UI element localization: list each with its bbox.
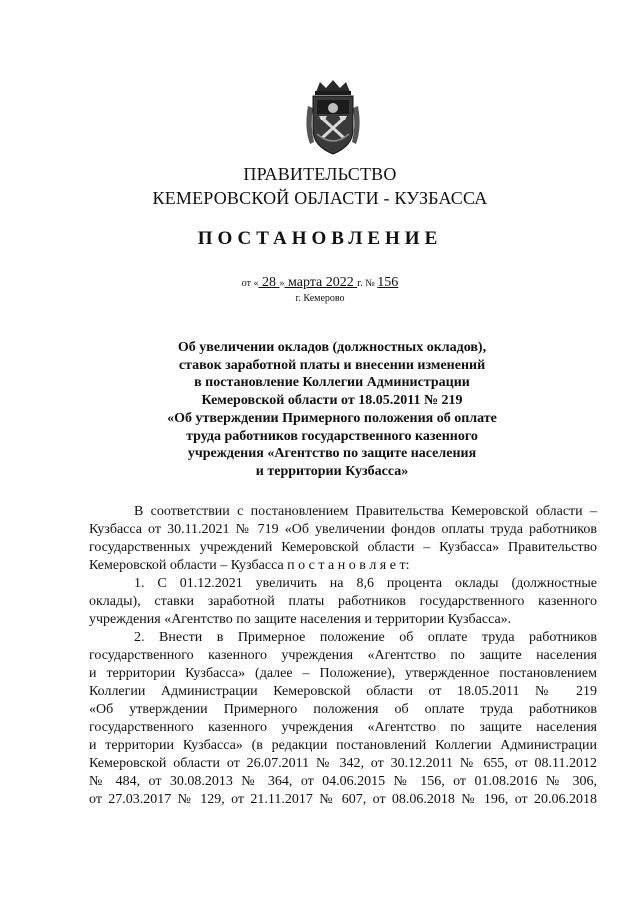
body-line: В соответствии с постановлением Правительства Кемеровской области – [134,504,597,519]
title-line: учреждения «Агентство по защите населения [187,446,477,462]
government-name-line-1: ПРАВИТЕЛЬСТВО [243,164,397,184]
number-label: г. № [357,278,378,289]
body-line: Кемеровской области – Кузбасса п о с т а н о в л я е т: [89,558,410,573]
body-line: и территории Кузбасса» (в редакции постановлений Коллегии Администрации [89,738,597,753]
document-type-heading: ПОСТАНОВЛЕНИЕ [197,228,443,249]
body-line: «Об утверждении Примерного положения об оплате труда работников [89,702,597,717]
body-line: 2. Внести в Примерное положение об оплате труда работников [134,630,597,645]
document-number: 156 [377,275,399,290]
body-line: учреждения «Агентство по защите населения и территории Кузбасса». [89,612,512,627]
title-line: и территории Кузбасса» [255,463,409,479]
document-date-line [0,275,640,291]
body-line: государственных учреждений Кемеровской области – Кузбасса» Правительство [89,540,597,555]
title-line: ставок заработной платы и внесении изменений [178,357,486,373]
body-line: Кемеровской области от 26.07.2011 № 342, от 30.12.2011 № 655, от 08.11.2012 [89,756,597,771]
document-title [120,339,544,481]
body-line: Кузбасса от 30.11.2021 № 719 «Об увеличении фондов оплаты труда работников [89,522,597,537]
title-line: «Об утверждении Примерного положения об оплате [167,410,497,426]
date-month-year: марта 2022 [284,275,358,290]
title-line: труда работников государственного казенного [186,428,478,444]
body-line: 1. С 01.12.2021 увеличить на 8,6 процента оклады (должностные [134,576,597,591]
coat-of-arms-icon [302,78,364,158]
body-line: Коллегии Администрации Кемеровской области от 18.05.2011 № 219 [89,684,597,699]
date-prefix: от « [241,278,259,289]
body-line: от 27.03.2017 № 129, от 21.11.2017 № 607, от 08.06.2018 № 196, от 20.06.2018 [89,792,597,807]
body-line: № 484, от 30.08.2013 № 364, от 04.06.2015 № 156, от 01.08.2016 № 306, [89,774,597,789]
title-line: в постановление Коллегии Администрации [194,375,470,391]
body-line: и территории Кузбасса» (далее – Положение), утвержденное постановлением [89,666,597,681]
body-line: государственного казенного учреждения «Агентство по защите населения [89,648,597,663]
body-line: оклады), ставки заработной платы работников государственного казенного [89,594,597,609]
city-label: г. Кемерово [295,293,345,304]
title-line: Об увеличении окладов (должностных окладов), [177,340,487,355]
government-name-line-2: КЕМЕРОВСКОЙ ОБЛАСТИ - КУЗБАССА [152,188,488,208]
date-day: 28 [258,275,280,290]
body-line: государственного казенного учреждения «Агентство по защите населения [89,720,597,735]
date-quote-close: » [279,278,285,289]
title-line: Кемеровской области от 18.05.2011 № 219 [201,393,463,409]
